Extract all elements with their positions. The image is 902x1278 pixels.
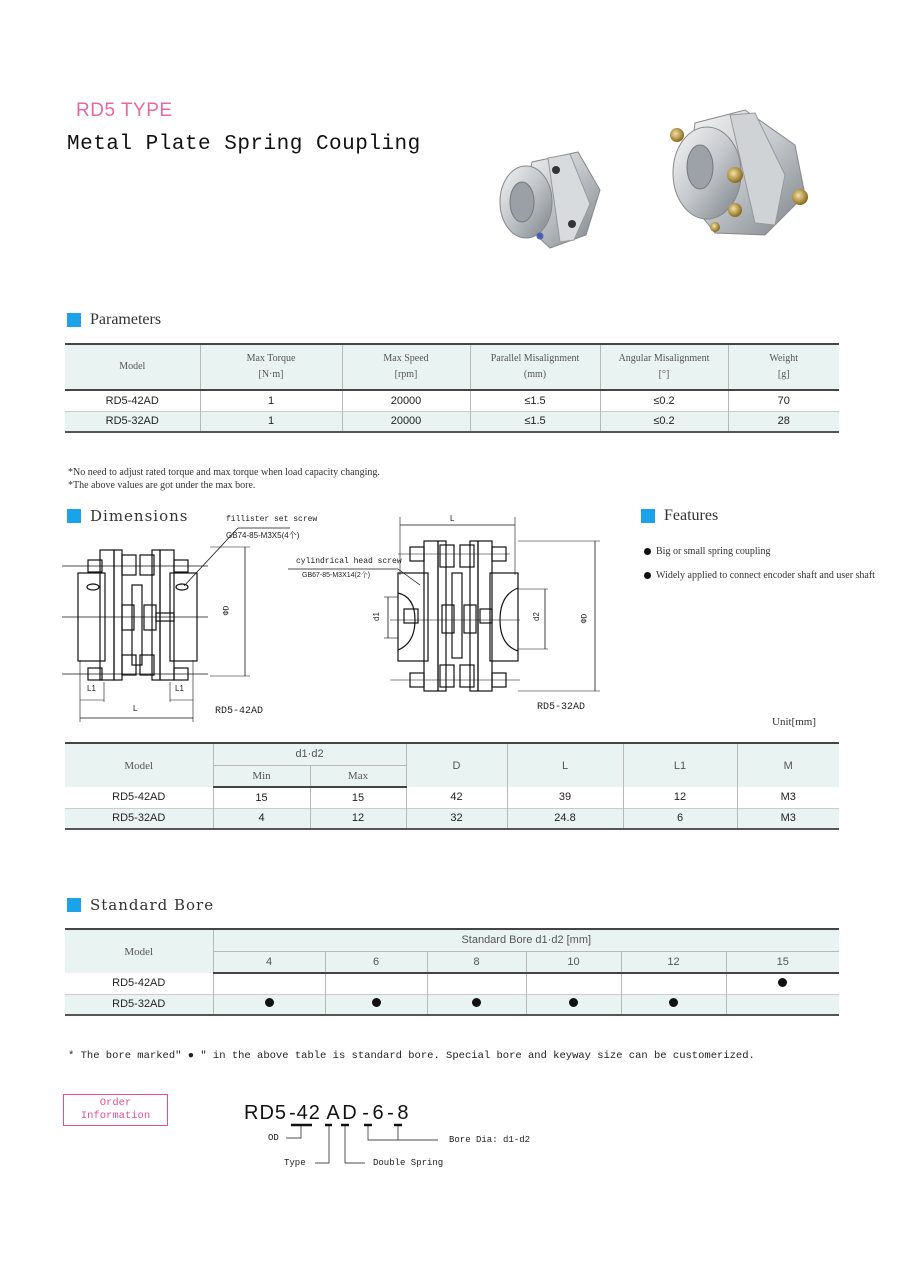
col-unit: [rpm] <box>394 369 418 380</box>
cell-max-torque: 1 <box>200 390 342 411</box>
screw-spec-32: GB67-85-M3X14(2个) <box>302 572 371 579</box>
list-item <box>644 570 875 581</box>
cell-bore-15 <box>726 973 839 994</box>
col-size-12: 12 <box>621 951 726 973</box>
feature-text: Widely applied to connect encoder shaft and user shaft <box>656 570 875 581</box>
diagram-caption-42: RD5-42AD <box>215 706 264 717</box>
col-size-10: 10 <box>526 951 621 973</box>
col-label: Weight <box>769 353 799 364</box>
col-size-8: 8 <box>427 951 526 973</box>
list-item <box>644 546 875 557</box>
cell-max: 15 <box>310 787 406 808</box>
standard-bore-mark-icon <box>265 998 274 1007</box>
cell-L: 39 <box>507 787 623 808</box>
dim-label-L1-left: L1 <box>87 684 96 693</box>
table-row <box>65 411 839 432</box>
note-line: *The above values are got under the max bore. <box>68 480 256 491</box>
col-unit: (mm) <box>523 369 547 380</box>
screw-label-32: cylindrical head screw <box>296 557 402 566</box>
cell-L1: 6 <box>623 808 737 829</box>
col-model: Model <box>65 743 213 787</box>
code-series: RD5 <box>244 1102 288 1124</box>
dim-label-d2: d2 <box>531 612 541 621</box>
bore-footnote: * The bore marked" ● " in the above table is standard bore. Special bore and keyway size can be customerized. <box>68 1050 755 1062</box>
col-label: Max Speed <box>383 353 429 364</box>
dimensions-title: Dimensions <box>90 507 189 525</box>
col-min: Min <box>213 765 310 787</box>
code-d1: 6 <box>372 1102 385 1124</box>
dim-label-L-42: L <box>133 704 138 713</box>
col-size-6: 6 <box>325 951 427 973</box>
dim-label-L1-right: L1 <box>175 684 184 693</box>
code-sep: - <box>362 1102 370 1124</box>
dim-label-d1: d1 <box>371 612 381 621</box>
annotation-od: OD <box>268 1133 279 1143</box>
cell-bore-8 <box>427 994 526 1015</box>
cell-parallel: ≤1.5 <box>470 411 600 432</box>
cell-bore-12 <box>621 973 726 994</box>
parameters-header-row <box>65 344 839 390</box>
standard-bore-mark-icon <box>372 998 381 1007</box>
col-angular-misalignment <box>600 344 728 390</box>
col-D: D <box>406 743 507 787</box>
col-label: Max Torque <box>246 353 296 364</box>
col-parallel-misalignment <box>470 344 600 390</box>
standard-bore-table <box>65 928 839 1016</box>
cell-bore-6 <box>325 973 427 994</box>
cell-bore-12 <box>621 994 726 1015</box>
cell-parallel: ≤1.5 <box>470 390 600 411</box>
cell-bore-6 <box>325 994 427 1015</box>
col-size-15: 15 <box>726 951 839 973</box>
cell-D: 32 <box>406 808 507 829</box>
cell-L1: 12 <box>623 787 737 808</box>
section-marker-icon <box>67 313 81 327</box>
col-max: Max <box>310 765 406 787</box>
cell-model: RD5-42AD <box>112 977 166 990</box>
features-list <box>644 546 875 594</box>
col-L1: L1 <box>623 743 737 787</box>
diagram-caption-32: RD5-32AD <box>537 702 586 713</box>
standard-bore-section-header <box>67 896 214 914</box>
cell-angular: ≤0.2 <box>600 390 728 411</box>
cell-weight: 28 <box>728 411 839 432</box>
cell-bore-4 <box>213 973 325 994</box>
features-title: Features <box>664 507 719 524</box>
cell-max-speed: 20000 <box>342 411 470 432</box>
cell-bore-8 <box>427 973 526 994</box>
code-d2: 8 <box>397 1102 410 1124</box>
cell-bore-10 <box>526 973 621 994</box>
cell-weight: 70 <box>728 390 839 411</box>
dimensions-table <box>65 742 839 830</box>
cell-max-speed: 20000 <box>342 390 470 411</box>
screw-label-42: fillister set screw <box>226 515 318 524</box>
code-od: -42 <box>289 1102 321 1124</box>
cell-model: RD5-32AD <box>65 994 213 1015</box>
standard-bore-mark-icon <box>472 998 481 1007</box>
col-M: M <box>737 743 839 787</box>
col-d1-d2: d1·d2 <box>213 743 406 765</box>
annotation-type: Type <box>284 1158 306 1168</box>
dim-label-D-32: ΦD <box>580 613 590 624</box>
note-line: *No need to adjust rated torque and max torque when load capacity changing. <box>68 467 380 478</box>
annotation-double-spring: Double Spring <box>373 1158 444 1168</box>
cell-L: 24.8 <box>507 808 623 829</box>
standard-bore-title: Standard Bore <box>90 896 215 914</box>
col-label: Angular Misalignment <box>618 353 710 364</box>
col-unit: [°] <box>658 369 670 380</box>
table-row <box>65 390 839 411</box>
col-max-torque <box>200 344 342 390</box>
table-row <box>65 973 839 994</box>
dim-label-L-32: L <box>450 514 455 523</box>
table-row <box>65 994 839 1015</box>
parameters-title: Parameters <box>90 311 162 328</box>
large-coupling-photo <box>655 105 825 255</box>
annotation-bore-dia: Bore Dia: d1-d2 <box>449 1135 531 1145</box>
parameters-table <box>65 343 839 433</box>
small-coupling-photo <box>490 140 610 260</box>
order-box-line1: Order <box>99 1097 132 1109</box>
cell-bore-10 <box>526 994 621 1015</box>
parameters-notes <box>68 466 380 492</box>
page-title: Metal Plate Spring Coupling <box>67 133 421 156</box>
col-label: Parallel Misalignment <box>490 353 580 364</box>
features-section-header <box>641 507 718 525</box>
type-label: RD5 TYPE <box>76 100 173 121</box>
unit-label: Unit[mm] <box>772 716 816 728</box>
cell-M: M3 <box>737 808 839 829</box>
rd5-32ad-diagram <box>280 505 610 715</box>
col-model: Model <box>65 929 213 973</box>
section-marker-icon <box>641 509 655 523</box>
dim-label-D-42: ΦD <box>222 605 232 616</box>
col-max-speed <box>342 344 470 390</box>
code-sep: - <box>387 1102 395 1124</box>
cell-max-torque: 1 <box>200 411 342 432</box>
table-row <box>65 787 839 808</box>
cell-bore-4 <box>213 994 325 1015</box>
col-model <box>65 344 200 390</box>
col-L: L <box>507 743 623 787</box>
parameters-section-header <box>67 311 161 329</box>
table-row <box>65 808 839 829</box>
section-marker-icon <box>67 898 81 912</box>
cell-model: RD5-32AD <box>65 411 200 432</box>
bullet-icon <box>644 548 651 555</box>
col-weight <box>728 344 839 390</box>
cell-model: RD5-32AD <box>65 808 213 829</box>
order-box-line2: Information <box>80 1110 151 1122</box>
col-unit: [g] <box>777 369 790 380</box>
cell-M: M3 <box>737 787 839 808</box>
col-unit: [N·m] <box>258 369 284 380</box>
code-double: D <box>342 1102 358 1124</box>
cell-angular: ≤0.2 <box>600 411 728 432</box>
standard-bore-mark-icon <box>669 998 678 1007</box>
standard-bore-mark-icon <box>778 978 787 987</box>
standard-bore-mark-icon <box>569 998 578 1007</box>
cell-model: RD5-42AD <box>112 791 166 804</box>
cell-min: 15 <box>213 787 310 808</box>
feature-text: Big or small spring coupling <box>656 546 771 557</box>
cell-max: 12 <box>310 808 406 829</box>
screw-spec-42: GB74-85-M3X5(4个) <box>226 531 300 540</box>
order-information-box <box>63 1094 168 1126</box>
bullet-icon <box>644 572 651 579</box>
cell-D: 42 <box>406 787 507 808</box>
col-label: Model <box>119 361 146 372</box>
cell-bore-15 <box>726 994 839 1015</box>
col-size-4: 4 <box>213 951 325 973</box>
cell-min: 4 <box>213 808 310 829</box>
cell-model: RD5-42AD <box>105 394 159 407</box>
col-standard-bore: Standard Bore d1·d2 [mm] <box>213 929 839 951</box>
code-type: A <box>326 1102 340 1124</box>
